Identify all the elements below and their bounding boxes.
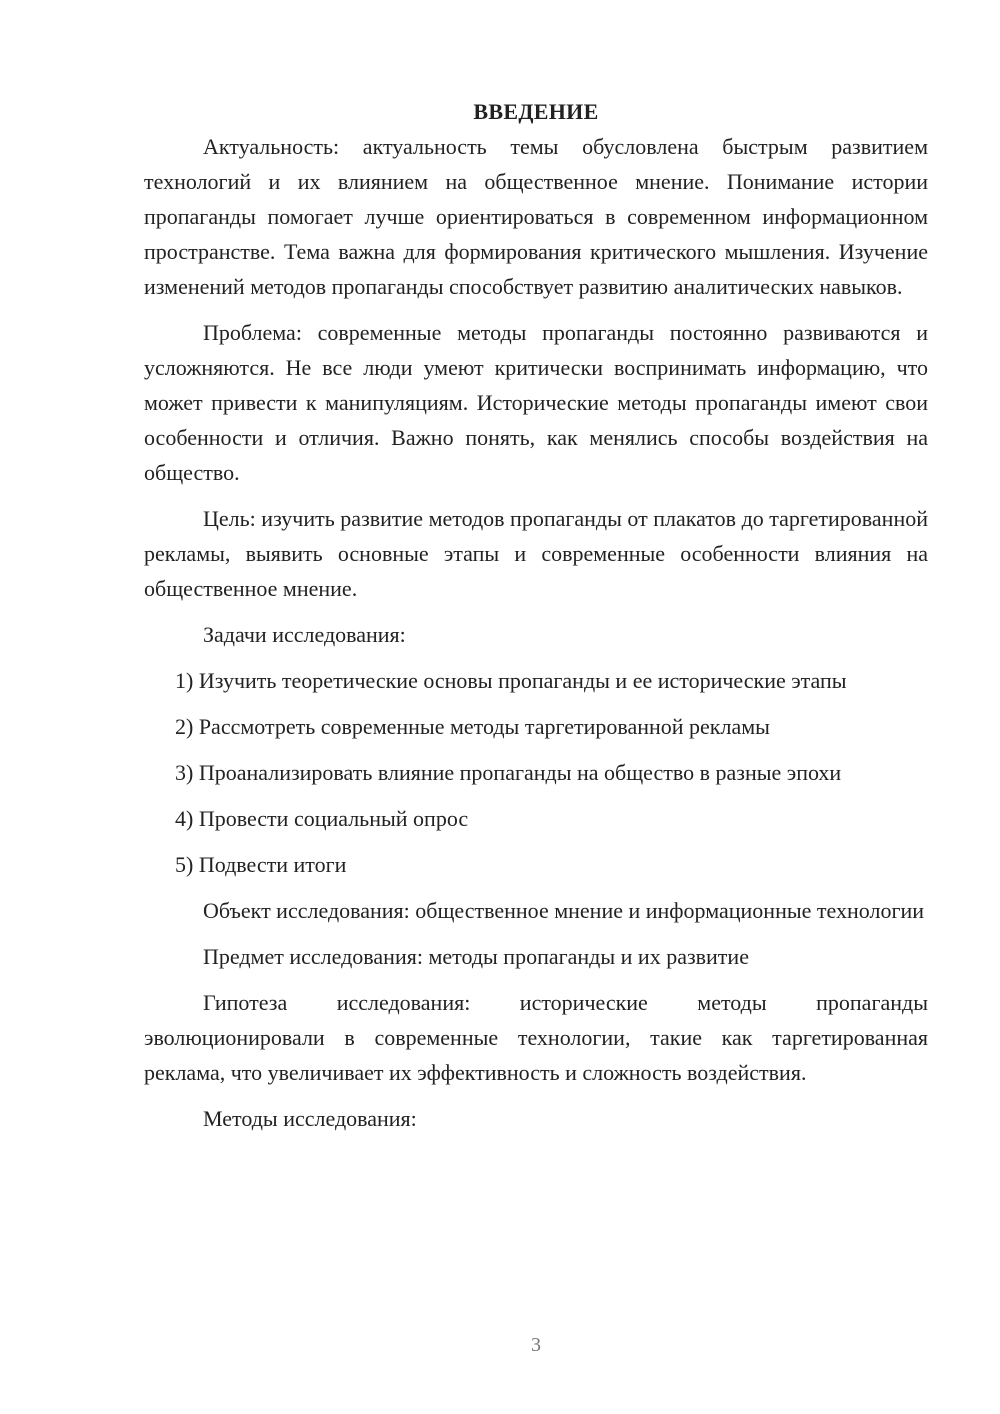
page-title: ВВЕДЕНИЕ: [473, 99, 599, 124]
task-item-4: 4) Провести социальный опрос: [175, 806, 469, 831]
hypothesis-paragraph: Гипотеза исследования: исторические методы пропаганды эволюционировали в современные технологии, такие как таргетированная реклама, что увеличивает их эффективность и сложность воздействия.: [144, 990, 928, 1085]
object-paragraph: Объект исследования: общественное мнение и информационные технологии: [203, 898, 925, 923]
task-item-2: 2) Рассмотреть современные методы таргетированной рекламы: [175, 714, 770, 739]
subject-paragraph: Предмет исследования: методы пропаганды и их развитие: [203, 944, 749, 969]
task-item-3: 3) Проанализировать влияние пропаганды на общество в разные эпохи: [175, 760, 842, 785]
document-page: [144, 94, 928, 1147]
goal-paragraph: Цель: изучить развитие методов пропаганды от плакатов до таргетированной рекламы, выявить основные этапы и современные особенности влияния на общественное мнение.: [144, 506, 928, 601]
problem-paragraph: Проблема: современные методы пропаганды постоянно развиваются и усложняются. Не все люди умеют критически воспринимать информацию, что может привести к манипуляциям. Исторические методы пропаганды имеют свои особенности и отличия. Важно понять, как менялись способы воздействия на общество.: [144, 320, 928, 485]
relevance-paragraph: Актуальность: актуальность темы обусловлена быстрым развитием технологий и их влиянием на общественное мнение. Понимание истории пропаганды помогает лучше ориентироваться в современном информационном пространстве. Тема важна для формирования критического мышления. Изучение изменений методов пропаганды способствует развитию аналитических навыков.: [144, 134, 928, 299]
task-item-5: 5) Подвести итоги: [175, 852, 347, 877]
task-item-1: 1) Изучить теоретические основы пропаганды и ее исторические этапы: [175, 668, 847, 693]
methods-title: Методы исследования:: [203, 1106, 417, 1131]
tasks-title: Задачи исследования:: [203, 622, 406, 647]
page-number: 3: [531, 1334, 541, 1356]
